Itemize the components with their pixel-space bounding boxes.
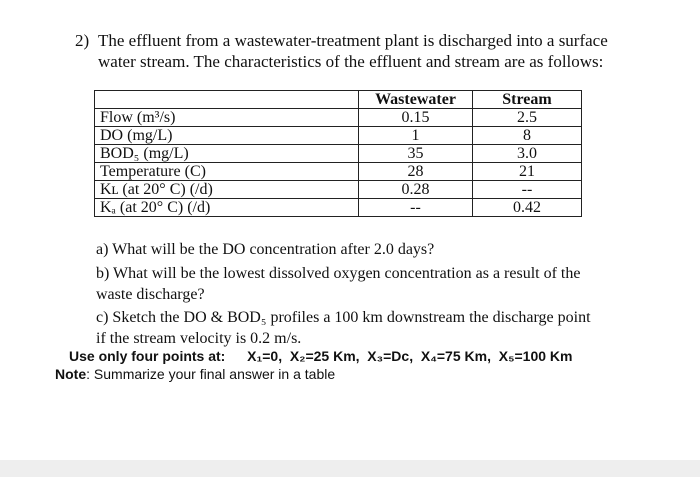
question-b-line-2: waste discharge? [96,286,205,303]
note-text: : Summarize your final answer in a table [86,366,336,382]
row-label: DO (mg/L) [95,127,359,145]
question-c-line-2: if the stream velocity is 0.2 m/s. [96,330,302,347]
table-header-blank [95,91,359,109]
row-label: Kʟ (at 20° C) (/d) [95,181,359,199]
wastewater-value: -- [359,199,473,217]
table-row [95,145,582,163]
problem-intro-line-2: water stream. The characteristics of the effluent and stream are as follows: [98,52,604,71]
stream-value: 8 [473,127,582,145]
stream-value: 2.5 [473,109,582,127]
problem-number: 2) [75,31,90,50]
wastewater-value: 0.28 [359,181,473,199]
question-c-line-1: c) Sketch the DO & BOD₅ profiles a 100 km downstream the discharge point [96,309,591,326]
problem-intro-line-1: The effluent from a wastewater-treatment plant is discharged into a surface [98,31,608,50]
stream-value: 21 [473,163,582,181]
row-label: Flow (m³/s) [95,109,359,127]
table-header-stream: Stream [473,91,582,109]
table-row [95,127,582,145]
points-label: Use only four points at: [69,348,226,364]
table-row [95,109,582,127]
wastewater-value: 1 [359,127,473,145]
row-label: Kₐ (at 20° C) (/d) [95,199,359,217]
note-line [55,366,335,382]
points-instruction [69,348,572,364]
characteristics-table [94,90,582,217]
row-label: BOD₅ (mg/L) [95,145,359,163]
note-label: Note [55,366,87,382]
stream-value: 0.42 [473,199,582,217]
table-header-wastewater: Wastewater [359,91,473,109]
stream-value: 3.0 [473,145,582,163]
table-row [95,181,582,199]
table-row [95,199,582,217]
wastewater-value: 35 [359,145,473,163]
wastewater-value: 28 [359,163,473,181]
page-bottom-edge [0,460,700,477]
table-row [95,163,582,181]
points-list: X₁=0, X₂=25 Km, X₃=Dc, X₄=75 Km, X₅=100 Km [247,348,573,364]
stream-value: -- [473,181,582,199]
question-a: a) What will be the DO concentration after 2.0 days? [96,241,435,258]
table-header-row [95,91,582,109]
question-b-line-1: b) What will be the lowest dissolved oxygen concentration as a result of the [96,265,581,282]
wastewater-value: 0.15 [359,109,473,127]
row-label: Temperature (C) [95,163,359,181]
